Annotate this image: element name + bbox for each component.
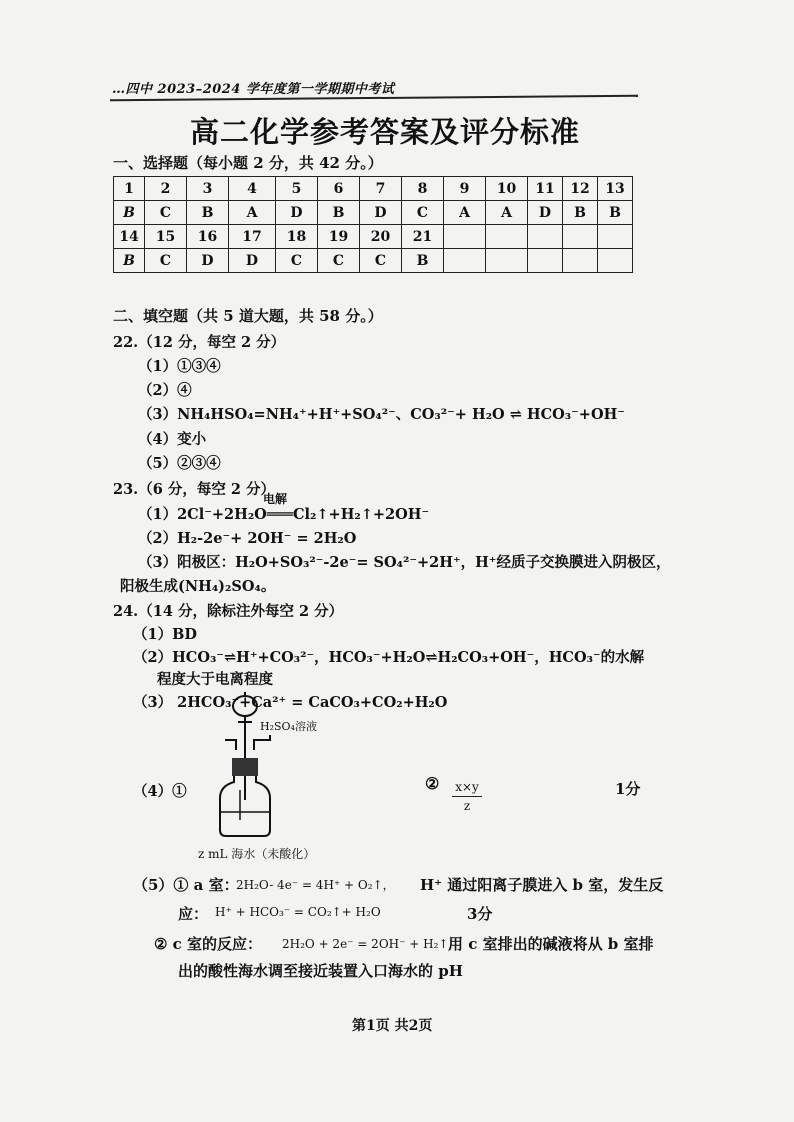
q24-answer-2: （2）HCO₃⁻⇌H⁺+CO₃²⁻，HCO₃⁻+H₂O⇌H₂CO₃+OH⁻，HCO₃⁻的水解 (133, 649, 645, 666)
answer-cell (444, 249, 486, 273)
question-number-cell (528, 225, 563, 249)
question-number-cell: 9 (444, 177, 486, 201)
question-number-cell: 16 (187, 225, 229, 249)
question-number-cell: 11 (528, 177, 563, 201)
answer-cell: B (114, 249, 145, 273)
answer-cell: D (187, 249, 229, 273)
q24-answer-5-2-label: ② c 室的反应： (154, 935, 263, 953)
answer-cell: A (486, 201, 528, 225)
q24-answer-5-1-text: H⁺ 通过阳离子膜进入 b 室，发生反 (420, 876, 664, 894)
q24-answer-5-2-cont: 出的酸性海水调至接近装置入口海水的 pH (178, 962, 463, 980)
score-3: 3分 (467, 905, 493, 923)
q24-answer-5-1-equation: 2H₂O- 4e⁻ = 4H⁺ + O₂↑， (236, 878, 395, 892)
answer-cell: B (187, 201, 229, 225)
question-number-cell: 3 (187, 177, 229, 201)
q22-answer-4: （4）变小 (138, 431, 207, 448)
sulfuric-acid-label: H₂SO₄溶液 (260, 720, 317, 733)
answer-cell: D (229, 249, 276, 273)
q24-answer-5-1-cont: 应： (178, 905, 209, 923)
answer-table (113, 176, 633, 273)
score-1: 1分 (615, 780, 641, 798)
question-number-cell (598, 225, 633, 249)
apparatus-drawing (190, 690, 310, 840)
q22-answer-1: （1）①③④ (138, 358, 221, 375)
seawater-label: z mL 海水（未酸化） (198, 847, 316, 861)
question-number-cell: 18 (276, 225, 318, 249)
answer-cell: C (360, 249, 402, 273)
answer-cell: D (276, 201, 318, 225)
question-number-cell: 6 (318, 177, 360, 201)
question-number-cell: 1 (114, 177, 145, 201)
q24-answer-2-cont: 程度大于电离程度 (157, 671, 273, 688)
fraction-numerator: x×y (455, 780, 479, 794)
q22-answer-3: （3）NH₄HSO₄=NH₄⁺+H⁺+SO₄²⁻、CO₃²⁻+ H₂O ⇌ HCO₃⁻+OH⁻ (138, 406, 625, 423)
q24-answer-3: （3） 2HCO₃⁻+Ca²⁺ = CaCO₃+CO₂+H₂O (133, 694, 448, 711)
answer-cell: B (402, 249, 444, 273)
exam-header: …四中 2023–2024 学年度第一学期期中考试 (112, 82, 395, 97)
q23-answer-1: （1）2Cl⁻+2H₂O═══Cl₂↑+H₂↑+2OH⁻ (138, 506, 430, 523)
answer-table-row (114, 225, 633, 249)
q23-answer-3: （3）阳极区：H₂O+SO₃²⁻-2e⁻= SO₄²⁻+2H⁺，H⁺经质子交换膜进入阴极区， (138, 554, 671, 571)
page-title: 高二化学参考答案及评分标准 (190, 115, 581, 149)
fraction-denominator: z (463, 799, 471, 813)
q24-answer-4-2-label: ② (425, 774, 440, 793)
question-number-cell: 12 (563, 177, 598, 201)
question-number-cell: 5 (276, 177, 318, 201)
answer-cell: C (145, 201, 187, 225)
answer-cell: D (360, 201, 402, 225)
answer-cell: D (528, 201, 563, 225)
question-number-cell: 15 (145, 225, 187, 249)
question-number-cell (444, 225, 486, 249)
answer-cell: C (276, 249, 318, 273)
q22-answer-5: （5）②③④ (138, 455, 221, 472)
q24-answer-5-1-label: （5）① a 室： (133, 876, 239, 894)
question-number-cell: 19 (318, 225, 360, 249)
answer-cell (528, 249, 563, 273)
answer-cell: B (563, 201, 598, 225)
answer-cell (486, 249, 528, 273)
question-number-cell: 14 (114, 225, 145, 249)
question-number-cell: 4 (229, 177, 276, 201)
q23-answer-2: （2）H₂-2e⁻+ 2OH⁻ = 2H₂O (138, 530, 357, 547)
q24-answer-1: （1）BD (133, 626, 197, 643)
question-number-cell: 10 (486, 177, 528, 201)
answer-cell: A (229, 201, 276, 225)
q23-heading: 23.（6 分，每空 2 分） (113, 481, 276, 498)
q23-answer-3-cont: 阳极生成(NH₄)₂SO₄。 (120, 578, 276, 595)
answer-cell: B (318, 201, 360, 225)
answer-cell: B (114, 201, 145, 225)
answer-table-row (114, 249, 633, 273)
electrolysis-label: 电解 (263, 492, 288, 506)
q22-heading: 22.（12 分，每空 2 分） (113, 334, 286, 351)
answer-table-row (114, 201, 633, 225)
answer-cell: A (444, 201, 486, 225)
question-number-cell: 13 (598, 177, 633, 201)
section-fill-heading: 二、填空题（共 5 道大题，共 58 分。） (113, 307, 383, 325)
fraction-answer (452, 780, 482, 813)
question-number-cell: 2 (145, 177, 187, 201)
fraction-bar (452, 796, 482, 797)
answer-cell: C (318, 249, 360, 273)
answer-cell: C (145, 249, 187, 273)
q24-answer-5-1-reaction: H⁺ + HCO₃⁻ = CO₂↑+ H₂O (215, 905, 381, 919)
question-number-cell: 8 (402, 177, 444, 201)
question-number-cell: 21 (402, 225, 444, 249)
q24-answer-4-label: （4）① (133, 783, 187, 800)
page-footer: 第1页 共2页 (352, 1018, 433, 1034)
q24-answer-5-2-text: 用 c 室排出的碱液将从 b 室排 (448, 935, 654, 953)
question-number-cell (563, 225, 598, 249)
q24-answer-5-2-equation: 2H₂O + 2e⁻ = 2OH⁻ + H₂↑， (282, 937, 461, 951)
gas-apparatus-figure (190, 690, 317, 840)
question-number-cell: 7 (360, 177, 402, 201)
answer-cell: C (402, 201, 444, 225)
question-number-cell (486, 225, 528, 249)
answer-cell (563, 249, 598, 273)
section-choice-heading: 一、选择题（每小题 2 分，共 42 分。） (113, 154, 383, 172)
q22-answer-2: （2）④ (138, 382, 192, 399)
question-number-cell: 17 (229, 225, 276, 249)
answer-cell: B (598, 201, 633, 225)
q24-heading: 24.（14 分，除标注外每空 2 分） (113, 603, 344, 620)
question-number-cell: 20 (360, 225, 402, 249)
answer-table-row (114, 177, 633, 201)
answer-cell (598, 249, 633, 273)
